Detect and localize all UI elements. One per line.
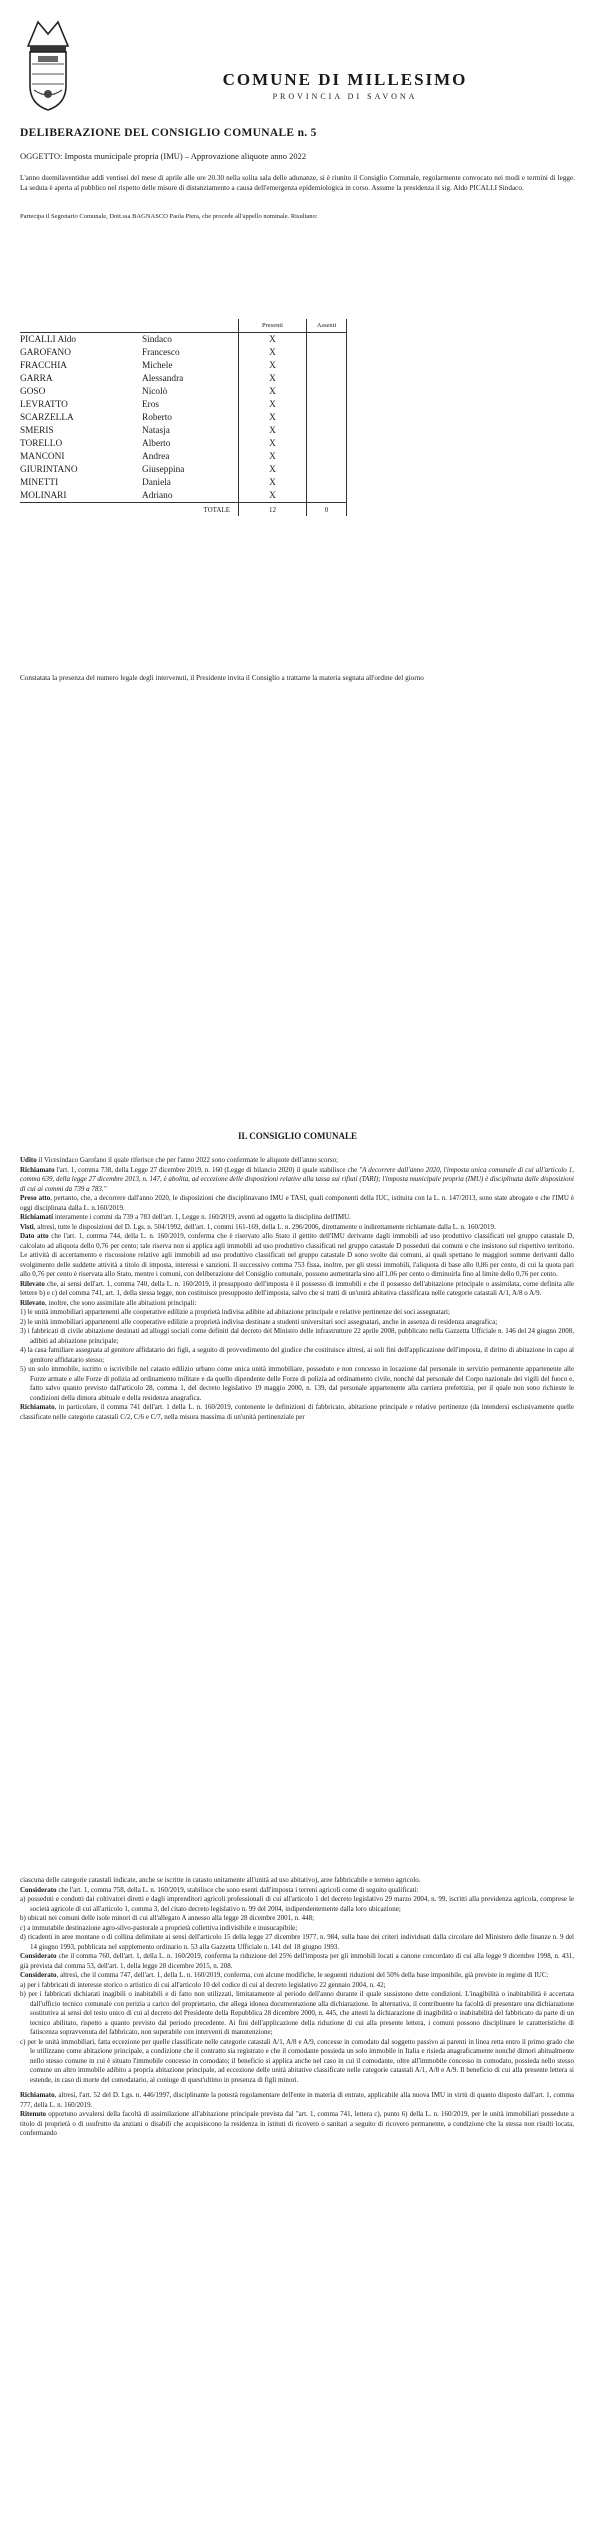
- member-surname: GAROFANO: [20, 347, 71, 358]
- richiamato-quote: "A decorrere dall'anno 2020, l'imposta unica comunale di cui all'articolo 1, comma 639, della legge 27 dicembre 2013, n. 147, è abolita, ad eccezione delle disposizioni relative alla tassa sui rifiuti (TARI); l'imposta municipale propria (IMU) è disciplinata dalle disposizioni di cui ai commi da 739 a 783.": [20, 1165, 574, 1193]
- present-mark: X: [239, 424, 307, 437]
- list-item: a) per i fabbricati di interesse storico o artistico di cui all'articolo 10 del codice di cui al decreto legislativo 22 gennaio 2004, n. 42;: [20, 1980, 386, 1989]
- considerato1-text: che l'art. 1, comma 758, della L. n. 160/2019, stabilisce che sono esenti dall'imposta i terreni agricoli come di seguito qualificati:: [56, 1885, 419, 1894]
- list-item: 4) la casa familiare assegnata al genitore affidatario dei figli, a seguito di provvedimento del giudice che costituisce altresì, ai soli fini dell'applicazione dell'imposta, il diritto di abitazione in capo al genitore affidatario stesso;: [20, 1346, 574, 1364]
- secretary-paragraph: Partecipa il Segretario Comunale, Dott.ssa BAGNASCO Paola Piera, che procede all'appello nominale. Risultano:: [20, 213, 318, 220]
- present-mark: X: [239, 450, 307, 463]
- rilevato2-text: , inoltre, che sono assimilate alle abitazioni principali:: [44, 1298, 197, 1307]
- body-part-1: [20, 1156, 574, 1422]
- coat-of-arms-logo: [20, 16, 76, 116]
- attendance-row: [20, 476, 347, 489]
- attendance-row: [20, 333, 347, 347]
- member-surname: SMERIS: [20, 425, 54, 436]
- member-firstname: Nicolò: [142, 386, 168, 397]
- absent-mark: [307, 372, 347, 385]
- attendance-row: [20, 372, 347, 385]
- attendance-row: [20, 450, 347, 463]
- section-title: IL CONSIGLIO COMUNALE: [237, 1131, 358, 1141]
- present-mark: X: [239, 476, 307, 489]
- list-item: b) per i fabbricati dichiarati inagibili o inabitabili e di fatto non utilizzati, limitatamente al periodo dell'anno durante il quale sussistono dette condizioni. L'inagibilità o inabitabilità è accertata dall'ufficio tecnico comunale con perizia a carico del proprietario, che allega idonea documentazione alla dichiarazione. In alternativa, il contribuente ha facoltà di presentare una dichiarazione sostitutiva ai sensi del testo unico di cui al decreto del Presidente della Repubblica 28 dicembre 2000, n. 445, che attesti la dichiarazione di inagibilità o inabitabilità del fabbricato da parte di un tecnico abilitato, rispetto a quanto previsto dal periodo precedente. Ai fini dell'applicazione della riduzione di cui alla presente lettera, i comuni possono disciplinare le caratteristiche di fatiscenza sopravvenuta del fabbricato, non superabile con interventi di manutenzione;: [20, 1990, 574, 2036]
- body-part-2: [20, 1876, 574, 2139]
- member-surname: GOSO: [20, 386, 46, 397]
- member-surname: MANCONI: [20, 451, 65, 462]
- list-item: 5) un solo immobile, iscritto o iscrivibile nel catasto edilizio urbano come unica unità immobiliare, posseduto e non concesso in locazione dal personale in servizio permanente appartenente alle Forze armate e alle Forze di polizia ad ordinamento militare e da quello dipendente delle Forze di polizia ad ordinamento civile, nonché dal personale del Corpo nazionale dei vigili del fuoco e, fatto salvo quanto previsto dall'articolo 28, comma 1, del decreto legislativo 19 maggio 2000, n. 139, dal personale appartenente alla carriera prefettizia, per il quale non sono richieste le condizioni della dimora abituale e della residenza anagrafica.: [20, 1365, 574, 1402]
- deliberation-subject: OGGETTO: Imposta municipale propria (IMU) – Approvazione aliquote anno 2022: [20, 151, 307, 161]
- absent-mark: [307, 476, 347, 489]
- total-absent: 0: [307, 503, 347, 517]
- udito-heading: Udito: [20, 1156, 37, 1164]
- considerato3-text: , altresì, che il comma 747, dell'art. 1, della L. n. 160/2019, conferma, con alcune modifiche, le seguenti riduzioni del 50% della base imponibile, già previste in regime di IUC:: [56, 1971, 549, 1979]
- rilevato2-heading: Rilevato: [20, 1298, 45, 1307]
- considerato2-text: che il comma 760, dell'art. 1, della L. n. 160/2019, conferma la riduzione del 25% dell'imposta per gli immobili locati a canone concordato di cui alla legge 9 dicembre 1998, n. 431, già prevista dal comma 53, dell'art. 1, della legge 28 dicembre 2015, n. 208.: [20, 1952, 574, 1970]
- richiamato-text: l'art. 1, comma 738, della Legge 27 dicembre 2019, n. 160 (Legge di bilancio 2020) il quale stabilisce che: [54, 1165, 360, 1174]
- member-firstname: Andrea: [142, 451, 170, 462]
- richiamato3-text: , in particolare, il comma 741 dell'art. 1 della L. n. 160/2019, contenente le definizioni di fabbricato, abitazione principale e relative pertinenze (da intendersi esclusivamente quelle classificate nelle categorie catastali C/2, C/6 e C/7, nella misura massima di un'unità pertinenziale per: [20, 1403, 574, 1421]
- absent-mark: [307, 450, 347, 463]
- member-surname: PICALLI Aldo: [20, 334, 77, 345]
- list-item: c) a immutabile destinazione agro-silvo-pastorale a proprietà collettiva indivisibile e inusucapibile;: [20, 1923, 298, 1932]
- absent-mark: [307, 411, 347, 424]
- absent-mark: [307, 359, 347, 372]
- municipality-header: [110, 70, 580, 101]
- member-surname: GIURINTANO: [20, 464, 78, 475]
- present-mark: X: [239, 489, 307, 503]
- total-label: TOTALE: [142, 503, 239, 517]
- absent-mark: [307, 489, 347, 503]
- member-firstname: Roberto: [142, 412, 172, 423]
- municipality-title: COMUNE DI MILLESIMO: [222, 70, 468, 89]
- list-item: 3) i fabbricati di civile abitazione destinati ad alloggi sociali come definiti dal decreto del Ministro delle infrastrutture 22 aprile 2008, pubblicato nella Gazzetta Ufficiale n. 146 del 24 giugno 2008, adibiti ad abitazione principale;: [20, 1327, 574, 1345]
- preso-atto-heading: Preso atto: [20, 1194, 51, 1202]
- considerato3-heading: Considerato: [20, 1971, 57, 1979]
- member-surname: GARRA: [20, 373, 53, 384]
- rilevato-heading: Rilevato: [20, 1279, 45, 1288]
- present-mark: X: [239, 463, 307, 476]
- richiamato4-text: , altresì, l'art. 52 del D. Lgs. n. 446/1997, disciplinante la potestà regolamentare dell'ente in materia di entrate, applicabile alla nuova IMU in virtù di quanto disposto dall'art. 1, comma 777, della L. n. 160/2019.: [20, 2091, 574, 2109]
- member-firstname: Eros: [142, 399, 160, 410]
- absent-mark: [307, 346, 347, 359]
- preso-atto-text: , pertanto, che, a decorrere dall'anno 2020, le disposizioni che disciplinavano IMU e TASI, quali componenti della IUC, istituita con la L. n. 147/2013, sono state abrogate e che l'IMU è oggi disciplinata dalla L. n.160/2019.: [20, 1194, 574, 1212]
- ritenuto-text: opportuno avvalersi della facoltà di assimilazione all'abitazione principale prevista dal "art. 1, comma 741, lettera c), punto 6) della L. n. 160/2019, per le unità immobiliari possedute a titolo di proprietà o di usufrutto da anziani o disabili che acquisiscono la residenza in istituti di ricovero o sanitari a seguito di ricovero permanente, a condizione che la stessa non risulti locata, confermando: [20, 2110, 574, 2137]
- list-item: 2) le unità immobiliari appartenenti alle cooperative edilizie a proprietà indivisa destinate a studenti universitari soci assegnatari, anche in assenza di residenza anagrafica;: [20, 1317, 498, 1326]
- present-mark: X: [239, 411, 307, 424]
- richiamati-text: interamente i commi da 739 a 783 dell'art. 1, Legge n. 160/2019, aventi ad oggetto la disciplina dell'IMU.: [53, 1213, 351, 1221]
- present-mark: X: [239, 385, 307, 398]
- list-item: c) per le unità immobiliari, fatta eccezione per quelle classificate nelle categorie catastali A/1, A/8 e A/9, concesse in comodato dal soggetto passivo ai parenti in linea retta entro il primo grado che le utilizzano come abitazione principale, a condizione che il contratto sia registrato e che il comodante possieda un solo immobile in Italia e risieda anagraficamente nonché dimori abitualmente nello stesso comune in cui è situato l'immobile concesso in comodato; il beneficio si applica anche nel caso in cui il comodante, oltre all'immobile concesso in comodato, possieda nello stesso comune un altro immobile adibito a propria abitazione principale, ad eccezione delle unità abitative classificate nelle categorie catastali A/1, A/8 e A/9. Il beneficio di cui alla presente lettera si estende, in caso di morte del comodatario, al coniuge di quest'ultimo in presenza di figli minori.: [20, 2037, 574, 2084]
- present-mark: X: [239, 333, 307, 347]
- member-firstname: Adriano: [142, 490, 173, 501]
- member-firstname: Alberto: [142, 438, 171, 449]
- member-surname: LEVRATTO: [20, 399, 68, 410]
- considerato1-heading: Considerato: [20, 1885, 57, 1894]
- dato-atto-heading: Dato atto: [20, 1232, 49, 1240]
- member-firstname: Francesco: [142, 347, 180, 358]
- attendance-table: [20, 319, 347, 516]
- member-firstname: Sindaco: [142, 334, 172, 345]
- richiamato-heading: Richiamato: [20, 1165, 55, 1174]
- present-mark: X: [239, 372, 307, 385]
- attendance-row: [20, 411, 347, 424]
- quorum-paragraph: Constatata la presenza del numero legale degli intervenuti, il Presidente invita il Consiglio a trattarne la materia segnata all'ordine del giorno: [20, 674, 424, 682]
- present-mark: X: [239, 359, 307, 372]
- intro-paragraph: L'anno duemilaventidue addì ventisei del mese di aprile alle ore 20.30 nella solita sala delle adunanze, si è riunito il Consiglio Comunale, regolarmente convocato nei modi e termini di legge. La seduta è aperta al pubblico nel rispetto delle misure di distanziamento a causa dell'emergenza epidemiologica in corso. Assume la presidenza il sig. Aldo PICALLI Sindaco.: [20, 174, 575, 192]
- attendance-row: [20, 359, 347, 372]
- col-present-header: Presenti: [239, 319, 307, 333]
- member-surname: MOLINARI: [20, 490, 67, 501]
- member-surname: FRACCHIA: [20, 360, 68, 371]
- member-surname: MINETTI: [20, 477, 59, 488]
- attendance-row: [20, 463, 347, 476]
- list-item: 1) le unità immobiliari appartenenti alle cooperative edilizie a proprietà indivisa adibite ad abitazione principale e relative pertinenze dei soci assegnatari;: [20, 1308, 450, 1316]
- rilevato-text: che, ai sensi dell'art. 1, comma 740, della L. n. 160/2019, il presupposto dell'imposta è il possesso di immobili e che il possesso dell'abitazione principale o assimilata, come definita alle lettere b) e c) del comma 741, art. 1, della stessa legge, non costituisce presupposto dell'imposta, salvo che si tratti di un'unità abitativa classificata nelle categorie catastali A/1, A/8 o A/9.: [20, 1279, 574, 1297]
- attendance-total-row: [20, 503, 347, 517]
- absent-mark: [307, 398, 347, 411]
- member-surname: TORELLO: [20, 438, 63, 449]
- attendance-row: [20, 437, 347, 450]
- member-firstname: Daniela: [142, 477, 171, 488]
- richiamato3-heading: Richiamato: [20, 1403, 55, 1411]
- total-present: 12: [239, 503, 307, 517]
- present-mark: X: [239, 398, 307, 411]
- col-absent-header: Assenti: [307, 319, 347, 333]
- considerato2-heading: Considerato: [20, 1952, 57, 1960]
- absent-mark: [307, 463, 347, 476]
- list-item: d) ricadenti in aree montane o di collina delimitate ai sensi dell'articolo 15 della legge 27 dicembre 1977, n. 984, sulla base dei criteri individuati dalla circolare del Ministero delle finanze n. 9 del 14 giugno 1993, pubblicata nel supplemento ordinario n. 53 alla Gazzetta Ufficiale n. 141 del 18 giugno 1993.: [20, 1933, 574, 1951]
- attendance-row: [20, 346, 347, 359]
- richiamati-heading: Richiamati: [20, 1213, 54, 1221]
- richiamato4-heading: Richiamato: [20, 2091, 55, 2099]
- member-firstname: Natasja: [142, 425, 170, 436]
- udito-text: il Vicesindaco Garofano il quale riferisce che per l'anno 2022 sono confermate le aliquote dell'anno scorso;: [36, 1156, 339, 1164]
- deliberation-title: DELIBERAZIONE DEL CONSIGLIO COMUNALE n. 5: [20, 127, 317, 139]
- attendance-header-row: [20, 319, 347, 333]
- member-surname: SCARZELLA: [20, 412, 74, 423]
- attendance-row: [20, 398, 347, 411]
- absent-mark: [307, 333, 347, 347]
- visti-text: , altresì, tutte le disposizioni del D. Lgs. n. 504/1992, dell'art. 1, commi 161-169, della L. n. 296/2006, direttamente o indirettamente richiamate dalla L. n. 160/2019.: [33, 1222, 496, 1231]
- absent-mark: [307, 424, 347, 437]
- dato-atto-text: che l'art. 1, comma 744, della L. n. 160/2019, conferma che è riservato allo Stato il gettito dell'IMU derivante dagli immobili ad uso produttivo classificati nel gruppo catastale D, calcolato ad aliquota dello 0,76 per cento; tale riserva non si applica agli immobili ad uso produttivo classificati nel gruppo catastale D posseduti dai comuni e che insistono sul rispettivo territorio. Le attività di accertamento e riscossione relative agli immobili ad uso produttivo classificati nel gruppo catastale D sono svolte dai comuni, ai quali spettano le maggiori somme derivanti dallo svolgimento delle suddette attività a titolo di imposta, interessi e sanzioni. Il successivo comma 753 fissa, inoltre, per gli stessi immobili, l'aliquota di base allo 0,86 per cento, di cui la quota pari allo 0,76 per cento è riservata allo Stato, mentre i comuni, con deliberazione del Consiglio comunale, possono aumentarla sino all'1,06 per cento o diminuirla fino al limite dello 0,76 per cento.: [20, 1232, 574, 1278]
- member-firstname: Alessandra: [142, 373, 184, 384]
- list-item: a) posseduti e condotti dai coltivatori diretti e dagli imprenditori agricoli professionali di cui all'articolo 1 del decreto legislativo 29 marzo 2004, n. 99, iscritti alla previdenza agricola, comprese le società agricole di cui all'articolo 1, comma 3, del citato decreto legislativo n. 99 del 2004, indipendentemente dalla loro ubicazione;: [20, 1895, 574, 1913]
- ritenuto-heading: Ritenuto: [20, 2110, 47, 2118]
- attendance-row: [20, 424, 347, 437]
- member-firstname: Giuseppina: [142, 464, 185, 475]
- list-item: b) ubicati nei comuni delle isole minori di cui all'allegato A annesso alla legge 28 dicembre 2001, n. 448;: [20, 1914, 315, 1922]
- member-firstname: Michele: [142, 360, 173, 371]
- continuation-text: ciascuna delle categorie catastali indicate, anche se iscritte in catasto unitamente all'unità ad uso abitativo), aree fabbricabile e terreno agricolo.: [20, 1876, 421, 1884]
- present-mark: X: [239, 437, 307, 450]
- absent-mark: [307, 385, 347, 398]
- province-subtitle: PROVINCIA DI SAVONA: [272, 92, 418, 101]
- attendance-row: [20, 489, 347, 503]
- absent-mark: [307, 437, 347, 450]
- visti-heading: Visti: [20, 1222, 34, 1231]
- attendance-row: [20, 385, 347, 398]
- present-mark: X: [239, 346, 307, 359]
